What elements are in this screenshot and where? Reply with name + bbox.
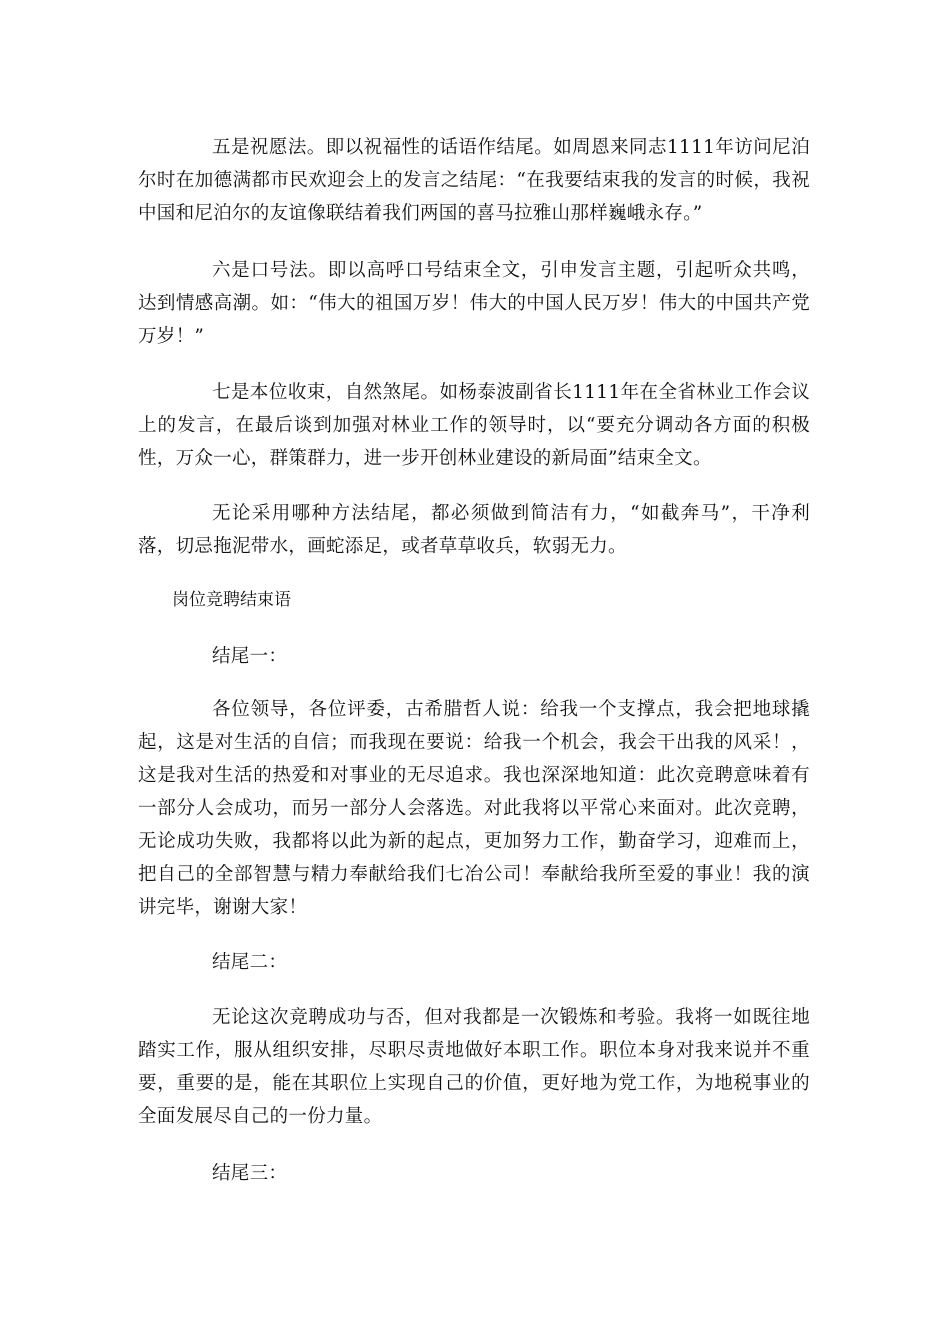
paragraph-slogan-method: 六是口号法。即以高呼口号结束全文，引申发言主题，引起听众共鸣，达到情感高潮。如：“伟大的祖国万岁！伟大的中国人民万岁！伟大的中国共产党万岁！” — [138, 260, 810, 347]
paragraph-natural-ending: 七是本位收束，自然煞尾。如杨泰波副省长1111年在全省林业工作会议上的发言，在最后谈到加强对林业工作的领导时，以“要充分调动各方面的积极性，万众一心，群策群力，进一步开创林业建设的新局面”结束全文。 — [138, 382, 810, 469]
section-title: 岗位竞聘结束语 — [172, 590, 291, 610]
ending-two-label: 结尾二： — [212, 952, 288, 973]
ending-three-label: 结尾三： — [212, 1163, 288, 1184]
ending-one-label: 结尾一： — [212, 646, 288, 667]
paragraph-wishing-method: 五是祝愿法。即以祝福性的话语作结尾。如周恩来同志1111年访问尼泊尔时在加德满都市民欢迎会上的发言之结尾：“在我要结束我的发言的时候，我祝中国和尼泊尔的友谊像联结着我们两国的喜马拉雅山那样巍峨永存。” — [138, 137, 810, 224]
paragraph-summary: 无论采用哪种方法结尾，都必须做到简洁有力，“如截奔马”，干净利落，切忌拖泥带水，画蛇添足，或者草草收兵，软弱无力。 — [138, 503, 810, 557]
ending-two-text: 无论这次竞聘成功与否，但对我都是一次锻炼和考验。我将一如既往地踏实工作，服从组织安排，尽职尽责地做好本职工作。职位本身对我来说并不重要，重要的是，能在其职位上实现自己的价值，更好地为党工作，为地税事业的全面发展尽自己的一份力量。 — [138, 1007, 810, 1127]
ending-one-text: 各位领导，各位评委，古希腊哲人说：给我一个支撑点，我会把地球撬起，这是对生活的自信；而我现在要说：给我一个机会，我会干出我的风采！，这是我对生活的热爱和对事业的无尽追求。我也深深地知道：此次竞聘意味着有一部分人会成功，而另一部分人会落选。对此我将以平常心来面对。此次竞聘，无论成功失败，我都将以此为新的起点，更加努力工作，勤奋学习，迎难而上，把自己的全部智慧与精力奉献给我们七冶公司！奉献给我所至爱的事业！我的演讲完毕，谢谢大家！ — [138, 699, 810, 918]
